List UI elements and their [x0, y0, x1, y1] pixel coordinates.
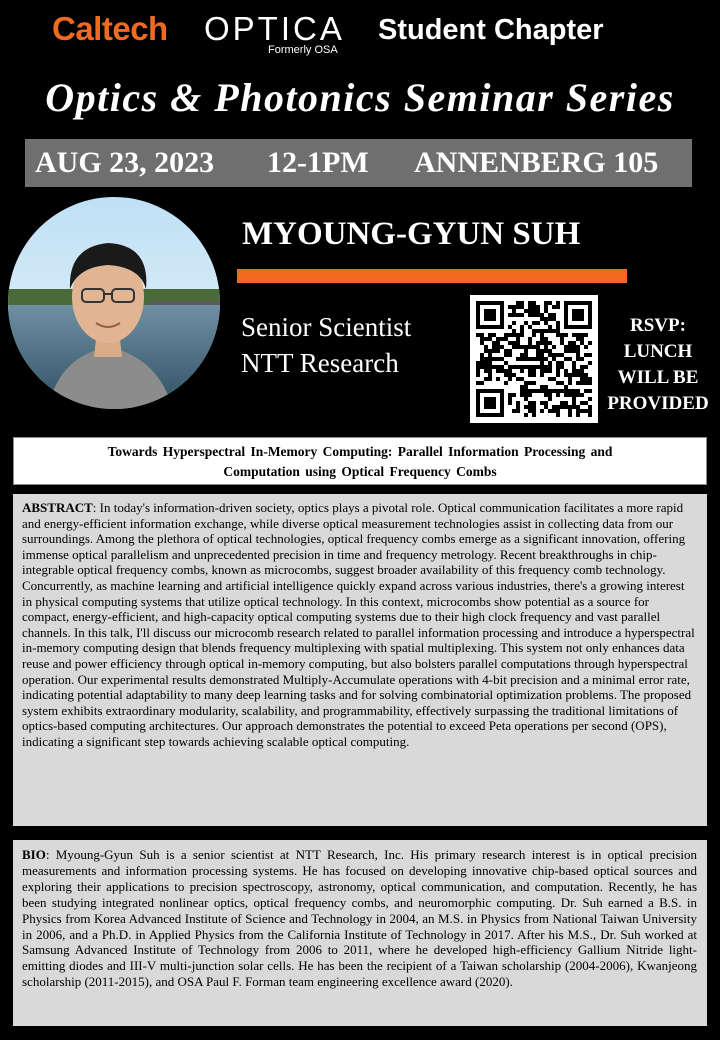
abstract-panel: [13, 494, 707, 826]
event-info-bar: [25, 139, 692, 187]
bio-label: BIO: [22, 847, 46, 862]
qr-code-icon[interactable]: [470, 295, 598, 423]
bio-panel: [13, 840, 707, 1026]
accent-divider: [237, 269, 627, 283]
talk-title-box: [13, 437, 707, 485]
talk-title-line-1: Towards Hyperspectral In-Memory Computing: Parallel Information Processing and: [107, 444, 613, 459]
rsvp-line-3: WILL BE: [617, 367, 699, 388]
event-time: 12-1PM: [267, 146, 369, 179]
speaker-title: Senior Scientist: [241, 312, 412, 342]
rsvp-line-2: LUNCH: [623, 341, 693, 362]
rsvp-line-1: RSVP:: [630, 315, 686, 336]
event-date: AUG 23, 2023: [35, 146, 215, 179]
event-location: ANNENBERG 105: [414, 146, 659, 179]
bio-text: : Myoung-Gyun Suh is a senior scientist at NTT Research, Inc. His primary research interest is in optical precision measurements and information processing systems. He has focused on developing innovative chip-based optical sources and exploring their applications to precision spectroscopy, astronomy, optical communication, and computation. Recently, he has been studying integrated nonlinear optics, optical frequency combs, and neuromorphic computing. Dr. Suh earned a B.S. in Physics from Korea Advanced Institute of Science and Technology in 2004, an M.S. in Physics from National Taiwan University in 2006, and a Ph.D. in Applied Physics from the California Institute of Technology in 2017. After his M.S., Dr. Suh worked at Samsung Advanced Institute of Technology from 2006 to 2011, where he developed high-efficiency Gallium Nitride light-emitting diodes and III-V multi-junction solar cells. He has been the recipient of a Taiwan scholarship (2004-2006), Kwanjeong scholarship (2011-2015), and OSA Paul F. Forman team engineering excellence award (2020).: [22, 847, 697, 990]
rsvp-line-4: PROVIDED: [607, 393, 709, 414]
speaker-role: [241, 309, 411, 381]
optica-logo: OPTICA: [204, 10, 345, 47]
header-logos: [0, 6, 720, 60]
speaker-organization: NTT Research: [241, 348, 399, 378]
student-chapter-label: Student Chapter: [378, 14, 604, 46]
rsvp-note: [600, 313, 716, 417]
abstract-text: : In today's information-driven society, optics plays a pivotal role. Optical communication facilitates a more rapid and energy-efficient information exchange, while diverse optical measurement technologies assist in collecting data from our surroundings. Among the plethora of optical technologies, optical frequency combs emerge as a significant innovation, offering immense optical parallelism and unprecedented precision in time and frequency metrology. Recent breakthroughs in chip-integrable optical frequency combs, known as microcombs, suggest broader availability of this frequency comb technology. Concurrently, as machine learning and artificial intelligence quickly expand across various industries, there's a growing interest in physical computing systems that utilize optical technology. In this context, microcombs show potential as a source for compact, energy-efficient, and high-capacity optical computing systems due to their high clock frequency and vast parallel channels. In this talk, I'll discuss our microcomb research related to parallel information processing and introduce a hyperspectral in-memory computing design that blends frequency multiplexing with spatial multiplexing. This system not only enhances data reuse and power efficiency through optical in-memory computing, but also bolsters parallel computations through hyperspectral operation. Our experimental results demonstrated Multiply-Accumulate operations with 4-bit precision and a minimal error rate, indicating potential adaptability to many deep learning tasks and for solving combinatorial optimization problems. The proposed system exhibits extraordinary modularity, scalability, and programmability, effectively surpassing the traditional limitations of optics-based computing architectures. Our approach demonstrates the potential to exceed Peta operations per second (OPS), indicating a significant step towards achieving scalable optical computing.: [22, 500, 695, 749]
talk-title-line-2: Computation using Optical Frequency Combs: [223, 464, 497, 479]
seminar-series-title: Optics & Photonics Seminar Series: [45, 75, 675, 120]
abstract-label: ABSTRACT: [22, 500, 93, 515]
speaker-name: MYOUNG-GYUN SUH: [242, 216, 581, 252]
speaker-photo-icon: [8, 197, 220, 409]
caltech-logo: Caltech: [52, 10, 168, 47]
optica-formerly-osa: Formerly OSA: [268, 44, 338, 56]
